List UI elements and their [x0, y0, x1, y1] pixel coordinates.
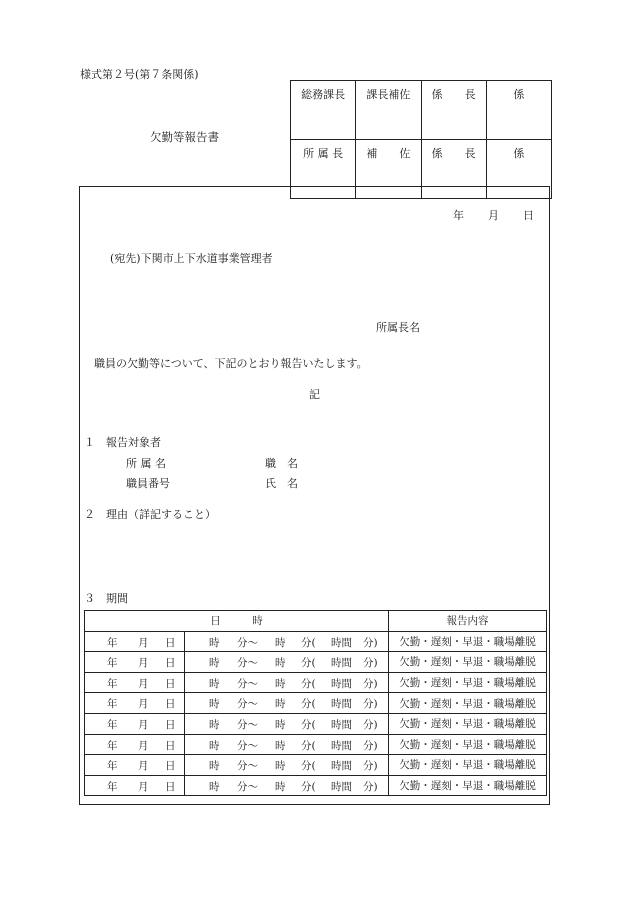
period-row [85, 755, 547, 776]
period-row [85, 631, 547, 652]
approval-cell-deputy-chief [356, 81, 421, 140]
approval-cell-subsection-chief [421, 81, 486, 140]
approval-label: 係 [513, 147, 525, 160]
time-minutes-close-label: 分) [363, 677, 378, 690]
date-cell[interactable] [85, 713, 185, 734]
time-hours-label-label: 時間 [331, 698, 352, 711]
date-year-label: 年 [107, 760, 118, 773]
approval-label: 所 属 長 [303, 147, 344, 160]
period-row [85, 672, 547, 693]
time-cell[interactable] [185, 713, 389, 734]
date-day: 日 [523, 209, 534, 222]
time-hours-label-label: 時間 [331, 677, 352, 690]
time-hour-end-label: 時 [275, 718, 286, 731]
time-cell[interactable] [185, 631, 389, 652]
date-month-label: 月 [138, 780, 149, 793]
period-row [85, 652, 547, 673]
addressee: (宛先)下関市上下水道事業管理者 [110, 252, 273, 265]
time-hour-start-label: 時 [209, 636, 220, 649]
date-year: 年 [453, 209, 464, 222]
approval-label: 補 佐 [366, 147, 411, 160]
section1-heading: １ 報告対象者 [84, 436, 161, 449]
date-year-label: 年 [107, 718, 118, 731]
approval-label: 係 長 [431, 88, 476, 101]
content-column-header: 報告内容 [389, 611, 547, 632]
date-day-label: 日 [165, 718, 176, 731]
name-label: 氏 名 [265, 477, 298, 490]
time-minute-end-label: 分( [301, 677, 316, 690]
time-hour-start-label: 時 [209, 760, 220, 773]
time-hour-start-label: 時 [209, 657, 220, 670]
staff-number-label: 職員番号 [126, 477, 170, 490]
time-minutes-close-label: 分) [363, 657, 378, 670]
ki-heading: 記 [309, 388, 320, 401]
approval-cell-general-affairs-chief [291, 81, 356, 140]
period-row [85, 775, 547, 796]
date-day-label: 日 [165, 760, 176, 773]
time-minute-end-label: 分( [301, 760, 316, 773]
time-minute-start-label: 分～ [237, 739, 258, 752]
date-month-label: 月 [138, 657, 149, 670]
time-minute-end-label: 分( [301, 698, 316, 711]
period-table [84, 610, 547, 796]
time-minute-end-label: 分( [301, 780, 316, 793]
date-day-label: 日 [165, 780, 176, 793]
time-minutes-close-label: 分) [363, 739, 378, 752]
datetime-column-header: 日 時 [85, 611, 389, 632]
time-hour-start-label: 時 [209, 677, 220, 690]
period-row [85, 713, 547, 734]
time-hours-label-label: 時間 [331, 657, 352, 670]
date-year-label: 年 [107, 657, 118, 670]
time-minute-start-label: 分～ [237, 657, 258, 670]
time-hour-end-label: 時 [275, 698, 286, 711]
time-minutes-close-label: 分) [363, 718, 378, 731]
time-hours-label-label: 時間 [331, 739, 352, 752]
time-hour-end-label: 時 [275, 760, 286, 773]
time-minutes-close-label: 分) [363, 698, 378, 711]
date-month-label: 月 [138, 760, 149, 773]
report-content-cell[interactable]: 欠勤・遅刻・早退・職場離脱 [389, 693, 547, 714]
time-cell[interactable] [185, 734, 389, 755]
date-year-label: 年 [107, 636, 118, 649]
date-day-label: 日 [165, 677, 176, 690]
date-day-label: 日 [165, 636, 176, 649]
time-minute-start-label: 分～ [237, 636, 258, 649]
date-month-label: 月 [138, 739, 149, 752]
date-cell[interactable] [85, 775, 185, 796]
approval-label: 係 [513, 88, 525, 101]
date-year-label: 年 [107, 780, 118, 793]
period-row [85, 734, 547, 755]
report-content-cell[interactable]: 欠勤・遅刻・早退・職場離脱 [389, 631, 547, 652]
time-cell[interactable] [185, 652, 389, 673]
form-title: 欠勤等報告書 [150, 130, 219, 144]
date-cell[interactable] [85, 693, 185, 714]
time-minutes-close-label: 分) [363, 636, 378, 649]
period-header-row [85, 611, 547, 632]
time-hours-label-label: 時間 [331, 636, 352, 649]
time-cell[interactable] [185, 672, 389, 693]
time-hour-start-label: 時 [209, 739, 220, 752]
report-content-cell[interactable]: 欠勤・遅刻・早退・職場離脱 [389, 775, 547, 796]
date-year-label: 年 [107, 739, 118, 752]
date-cell[interactable] [85, 672, 185, 693]
date-month-label: 月 [138, 677, 149, 690]
time-minute-start-label: 分～ [237, 698, 258, 711]
date-day-label: 日 [165, 657, 176, 670]
time-hours-label-label: 時間 [331, 760, 352, 773]
date-cell[interactable] [85, 734, 185, 755]
time-hour-end-label: 時 [275, 657, 286, 670]
period-row [85, 693, 547, 714]
time-minute-end-label: 分( [301, 657, 316, 670]
time-minute-end-label: 分( [301, 739, 316, 752]
time-hour-end-label: 時 [275, 636, 286, 649]
time-minutes-close-label: 分) [363, 780, 378, 793]
time-minutes-close-label: 分) [363, 760, 378, 773]
time-hours-label-label: 時間 [331, 718, 352, 731]
date-day-label: 日 [165, 698, 176, 711]
time-hour-end-label: 時 [275, 780, 286, 793]
date-cell[interactable] [85, 631, 185, 652]
position-label: 職 名 [265, 457, 298, 470]
signer-label: 所属長名 [376, 321, 420, 334]
time-minute-start-label: 分～ [237, 677, 258, 690]
date-year-label: 年 [107, 698, 118, 711]
date-month-label: 月 [138, 636, 149, 649]
date-month-label: 月 [138, 718, 149, 731]
time-hour-end-label: 時 [275, 677, 286, 690]
section2-heading: ２ 理由（詳記すること） [84, 508, 216, 521]
section3-heading: ３ 期間 [84, 592, 128, 605]
approval-cell-staff [486, 81, 551, 140]
time-hours-label-label: 時間 [331, 780, 352, 793]
report-content-cell[interactable]: 欠勤・遅刻・早退・職場離脱 [389, 713, 547, 734]
approval-label: 総務課長 [301, 88, 346, 101]
time-minute-start-label: 分～ [237, 780, 258, 793]
time-hour-start-label: 時 [209, 718, 220, 731]
report-content-cell[interactable]: 欠勤・遅刻・早退・職場離脱 [389, 734, 547, 755]
approval-stamp-table [290, 80, 552, 199]
approval-label: 課長補佐 [366, 88, 411, 101]
report-content-cell[interactable]: 欠勤・遅刻・早退・職場離脱 [389, 652, 547, 673]
date-cell[interactable] [85, 755, 185, 776]
time-hour-start-label: 時 [209, 698, 220, 711]
report-content-cell[interactable]: 欠勤・遅刻・早退・職場離脱 [389, 672, 547, 693]
date-month-label: 月 [138, 698, 149, 711]
form-number: 様式第２号(第７条関係) [80, 68, 199, 81]
time-minute-start-label: 分～ [237, 718, 258, 731]
time-cell[interactable] [185, 775, 389, 796]
time-cell[interactable] [185, 693, 389, 714]
affiliation-label: 所 属 名 [126, 457, 166, 470]
time-hour-end-label: 時 [275, 739, 286, 752]
report-content-cell[interactable]: 欠勤・遅刻・早退・職場離脱 [389, 755, 547, 776]
date-month: 月 [488, 209, 499, 222]
date-cell[interactable] [85, 652, 185, 673]
date-year-label: 年 [107, 677, 118, 690]
time-cell[interactable] [185, 755, 389, 776]
approval-label: 係 長 [431, 147, 476, 160]
report-form [79, 186, 550, 805]
intro-text: 職員の欠勤等について、下記のとおり報告いたします。 [94, 357, 368, 370]
time-minute-end-label: 分( [301, 718, 316, 731]
time-hour-start-label: 時 [209, 780, 220, 793]
date-day-label: 日 [165, 739, 176, 752]
time-minute-start-label: 分～ [237, 760, 258, 773]
time-minute-end-label: 分( [301, 636, 316, 649]
